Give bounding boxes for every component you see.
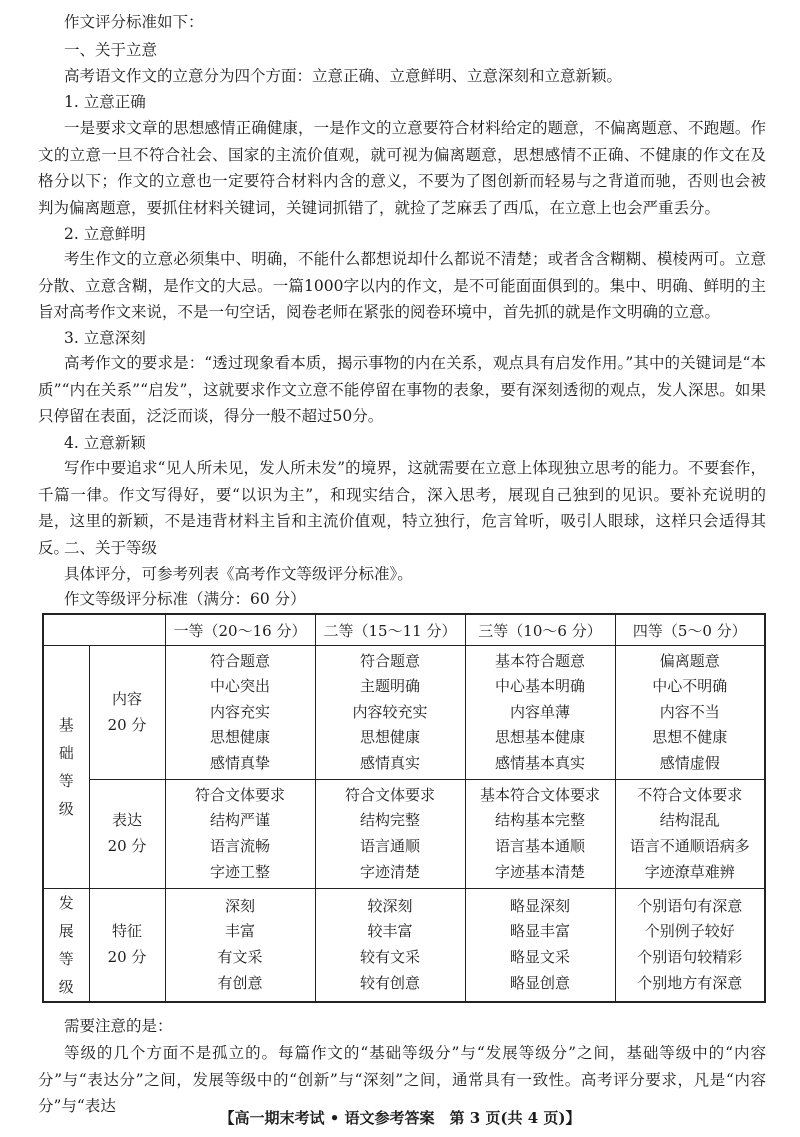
section-2-lead: 具体评分，可参考列表《高考作文等级评分标准》。 [64,565,413,583]
table-cell: 较深刻 较丰富 较有文采 较有创意 [315,889,465,1003]
page-footer: 【高一期末考试 • 语文参考答案 第 3 页(共 4 页)】 [219,1109,581,1127]
table-row [43,646,765,780]
section-1-heading: 一、关于立意 [64,41,158,59]
table-cell: 符合题意 中心突出 内容充实 思想健康 感情真挚 [165,646,315,780]
table-header-row [43,614,765,646]
sub-label-content: 内容 20 分 [89,646,165,780]
item-1-text: 一是要求文章的思想感情正确健康，一是作文的立意要符合材料给定的题意，不偏离题意、不跑题。作文的立意一旦不符合社会、国家的主流价值观，就可视为偏离题意，思想感情不正确、不健康的作文在及格分以下；作文的立意也一定要符合材料内含的意义，不要为了图创新而轻易与之背道而驰，否则也会被判为偏离题意，要抓住材料关键词，关键词抓错了，就捡了芝麻丢了西瓜，在立意上也会严重丢分。 [38,119,766,217]
sub-label-expression: 表达 20 分 [89,780,165,889]
table-caption: 作文等级评分标准（满分：60 分） [64,590,306,608]
table-cell: 符合文体要求 结构完整 语言通顺 字迹清楚 [315,780,465,889]
item-2-title: 2. 立意鲜明 [64,225,146,243]
group-label-basic: 基 础 等 级 [43,646,89,889]
table-cell: 符合题意 主题明确 内容较充实 思想健康 感情真实 [315,646,465,780]
table-cell: 不符合文体要求 结构混乱 语言不通顺语病多 字迹潦草难辨 [615,780,765,889]
header-grade-2: 二等（15～11 分） [315,614,465,646]
grading-table [42,613,766,1003]
section-1-lead: 高考语文作文的立意分为四个方面：立意正确、立意鲜明、立意深刻和立意新颖。 [64,67,623,85]
header-grade-3: 三等（10～6 分） [465,614,615,646]
intro-line: 作文评分标准如下： [64,13,204,31]
table-cell: 略显深刻 略显丰富 略显文采 略显创意 [465,889,615,1003]
note-heading: 需要注意的是： [64,1017,173,1035]
table-cell: 偏离题意 中心不明确 内容不当 思想不健康 感情虚假 [615,646,765,780]
item-4-text: 写作中要追求“见人所未见，发人所未发”的境界，这就需要在立意上体现独立思考的能力。不要套作，千篇一律。作文写得好，要“以识为主”，和现实结合，深入思考，展现自己独到的见识。要补充说明的是，这里的新颖，不是违背材料主旨和主流价值观，特立独行，危言耸听，吸引人眼球，这样只会适得其反。 [38,459,766,557]
group-label-development: 发 展 等 级 [43,889,89,1003]
item-1-title: 1. 立意正确 [64,93,146,111]
table-cell: 个别语句有深意 个别例子较好 个别语句较精彩 个别地方有深意 [615,889,765,1003]
item-2-text: 考生作文的立意必须集中、明确，不能什么都想说却什么都说不清楚；或者含含糊糊、模棱两可。立意分散、立意含糊，是作文的大忌。一篇1000字以内的作文，是不可能面面俱到的。集中、明确、鲜明的主旨对高考作文来说，不是一句空话，阅卷老师在紧张的阅卷环境中，首先抓的就是作文明确的立意。 [38,250,766,322]
table-row [43,889,765,1003]
table-row [43,780,765,889]
table-cell: 符合文体要求 结构严谨 语言流畅 字迹工整 [165,780,315,889]
table-cell: 基本符合题意 中心基本明确 内容单薄 思想基本健康 感情基本真实 [465,646,615,780]
item-3-title: 3. 立意深刻 [64,329,146,347]
table-corner-cell [43,614,165,646]
item-3-text: 高考作文的要求是：“透过现象看本质，揭示事物的内在关系，观点具有启发作用。”其中的关键词是“本质”“内在关系”“启发”，这就要求作文立意不能停留在事物的表象，要有深刻透彻的观点，发人深思。如果只停留在表面，泛泛而谈，得分一般不超过50分。 [38,354,766,426]
table-cell: 基本符合文体要求 结构基本完整 语言基本通顺 字迹基本清楚 [465,780,615,889]
header-grade-4: 四等（5～0 分） [615,614,765,646]
item-4-title: 4. 立意新颖 [64,434,146,452]
header-grade-1: 一等（20～16 分） [165,614,315,646]
table-cell: 深刻 丰富 有文采 有创意 [165,889,315,1003]
note-text: 等级的几个方面不是孤立的。每篇作文的“基础等级分”与“发展等级分”之间，基础等级中的“内容分”与“表达分”之间，发展等级中的“创新”与“深刻”之间，通常具有一致性。高考评分要求，凡是“内容分”与“表达 [38,1044,766,1116]
section-2-heading: 二、关于等级 [64,539,158,557]
sub-label-feature: 特征 20 分 [89,889,165,1003]
